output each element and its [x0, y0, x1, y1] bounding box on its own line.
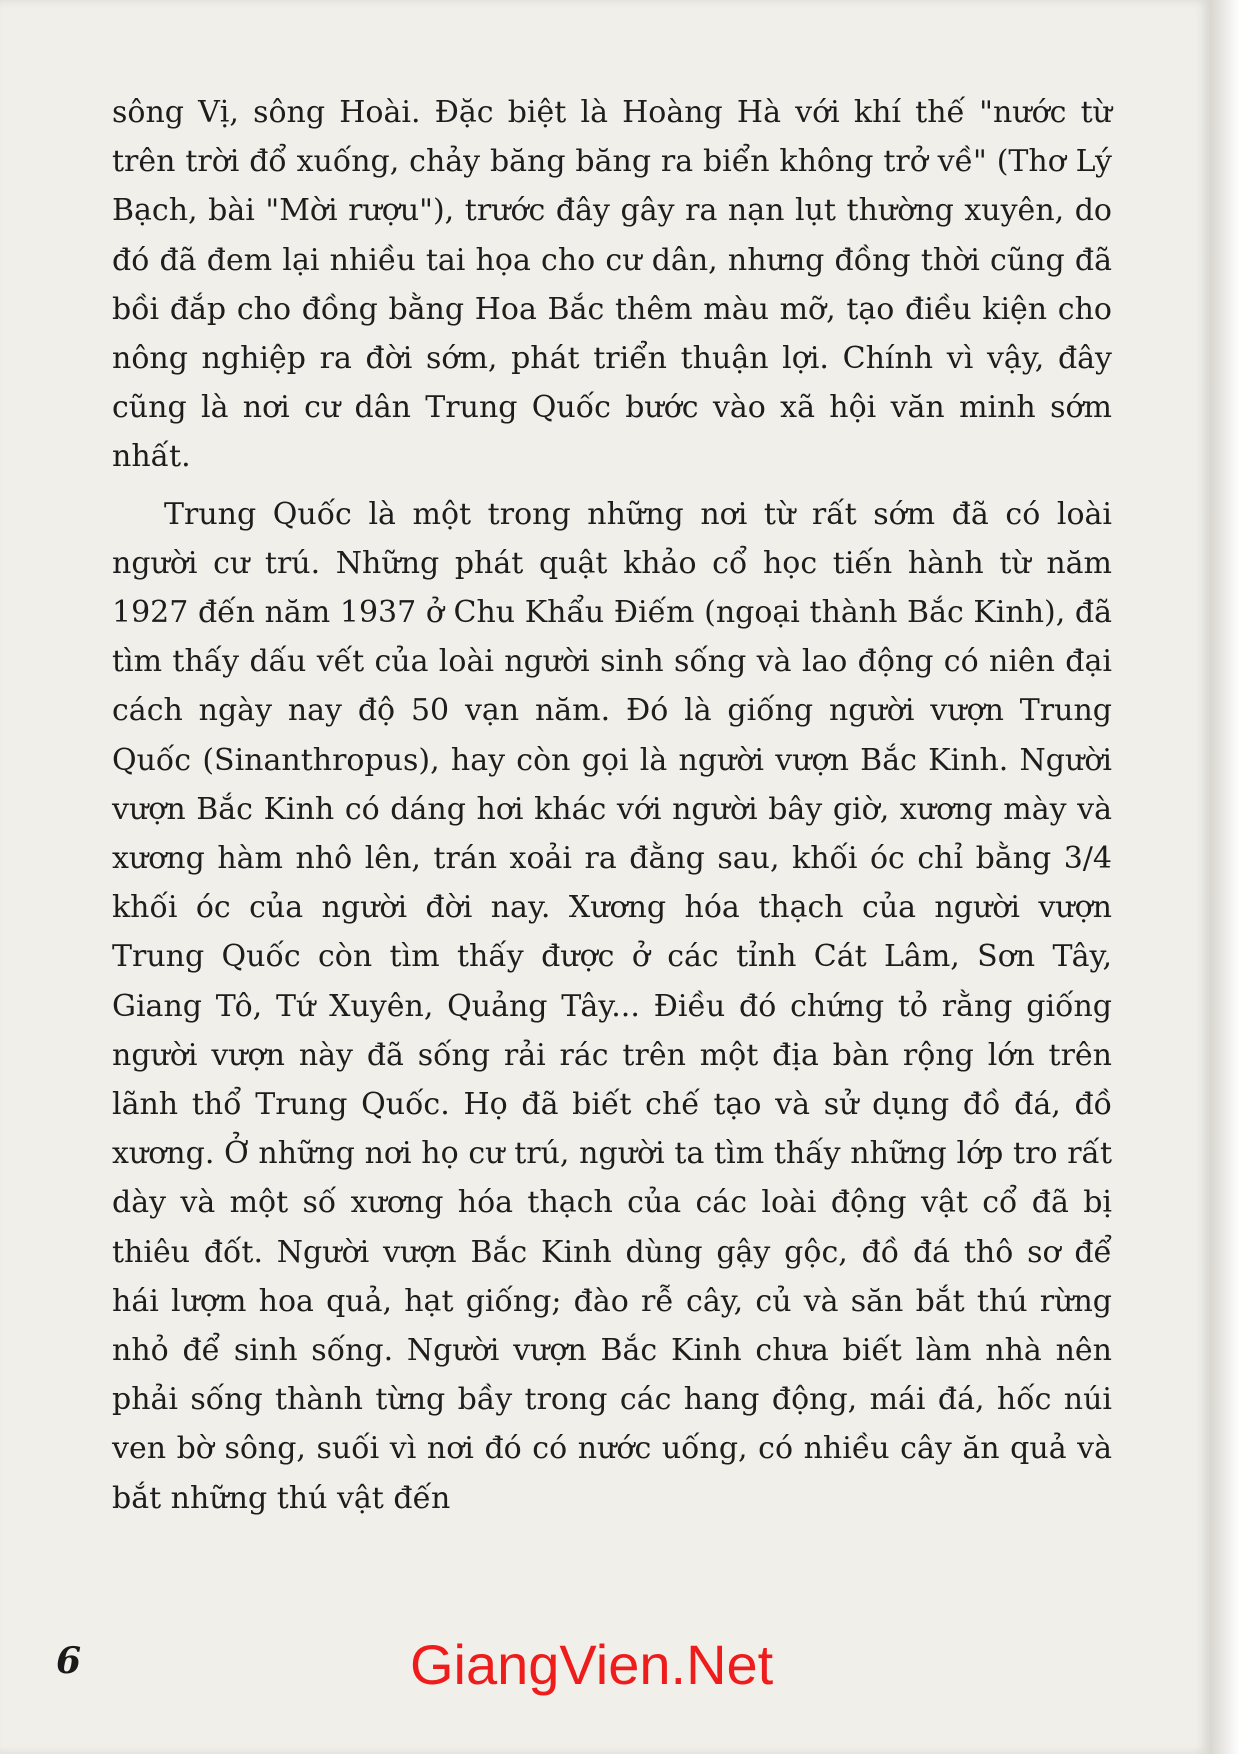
- paragraph-2: Trung Quốc là một trong những nơi từ rất sớm đã có loài người cư trú. Những phát quật khảo cổ học tiến hành từ năm 1927 đến năm 1937 ở Chu Khẩu Điếm (ngoại thành Bắc Kinh), đã tìm thấy dấu vết của loài người sinh sống và lao động có niên đại cách ngày nay độ 50 vạn năm. Đó là giống người vượn Trung Quốc (Sinanthropus), hay còn gọi là người vượn Bắc Kinh. Người vượn Bắc Kinh có dáng hơi khác với người bây giờ, xương mày và xương hàm nhô lên, trán xoải ra đằng sau, khối óc chỉ bằng 3/4 khối óc của người đời nay. Xương hóa thạch của người vượn Trung Quốc còn tìm thấy được ở các tỉnh Cát Lâm, Sơn Tây, Giang Tô, Tứ Xuyên, Quảng Tây... Điều đó chứng tỏ rằng giống người vượn này đã sống rải rác trên một địa bàn rộng lớn trên lãnh thổ Trung Quốc. Họ đã biết chế tạo và sử dụng đồ đá, đồ xương. Ở những nơi họ cư trú, người ta tìm thấy những lớp tro rất dày và một số xương hóa thạch của các loài động vật cổ đã bị thiêu đốt. Người vượn Bắc Kinh dùng gậy gộc, đồ đá thô sơ để hái lượm hoa quả, hạt giống; đào rễ cây, củ và săn bắt thú rừng nhỏ để sinh sống. Người vượn Bắc Kinh chưa biết làm nhà nên phải sống thành từng bầy trong các hang động, mái đá, hốc núi ven bờ sông, suối vì nơi đó có nước uống, có nhiều cây ăn quả và bắt những thú vật đến: [112, 496, 1112, 1516]
- body-text: [112, 88, 1112, 1531]
- watermark-text: GiangVien.Net: [410, 1633, 774, 1696]
- page-number: 6: [56, 1640, 82, 1682]
- page-edge: [1210, 0, 1240, 1754]
- paragraph-1: sông Vị, sông Hoài. Đặc biệt là Hoàng Hà với khí thế "nước từ trên trời đổ xuống, chảy băng băng ra biển không trở về" (Thơ Lý Bạch, bài "Mời rượu"), trước đây gây ra nạn lụt thường xuyên, do đó đã đem lại nhiều tai họa cho cư dân, nhưng đồng thời cũng đã bồi đắp cho đồng bằng Hoa Bắc thêm màu mỡ, tạo điều kiện cho nông nghiệp ra đời sớm, phát triển thuận lợi. Chính vì vậy, đây cũng là nơi cư dân Trung Quốc bước vào xã hội văn minh sớm nhất.: [112, 95, 1112, 475]
